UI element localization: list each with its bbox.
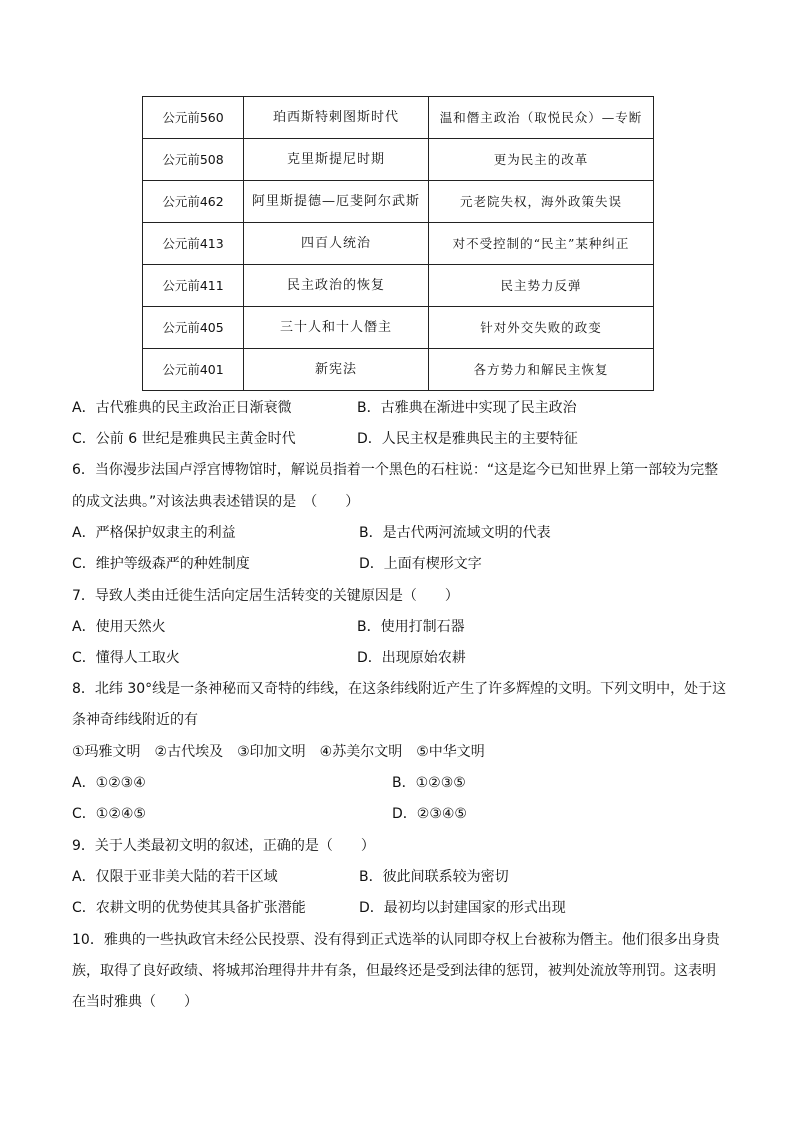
timeline-row bbox=[143, 97, 654, 139]
athens-timeline-table bbox=[142, 96, 654, 391]
q9-option-a: A．仅限于亚非美大陆的若干区域 bbox=[72, 869, 278, 885]
q7-option-d: D．出现原始农耕 bbox=[357, 650, 466, 666]
timeline-note-cell: 各方势力和解民主恢复 bbox=[429, 349, 654, 391]
q10-stem-line-2: 族，取得了良好政绩、将城邦治理得井井有条，但最终还是受到法律的惩罚，被判处流放等刑罚。这表明 bbox=[72, 963, 716, 979]
q6-option-b: B．是古代两河流域文明的代表 bbox=[359, 525, 551, 541]
timeline-year-cell: 公元前560 bbox=[143, 97, 244, 139]
timeline-note-cell: 民主势力反弹 bbox=[429, 265, 654, 307]
timeline-year-cell: 公元前401 bbox=[143, 349, 244, 391]
timeline-year-cell: 公元前405 bbox=[143, 307, 244, 349]
timeline-period-cell: 阿里斯提德—厄斐阿尔武斯 bbox=[244, 181, 429, 223]
q7-stem: 7．导致人类由迁徙生活向定居生活转变的关键原因是（ ） bbox=[72, 588, 459, 604]
timeline-row bbox=[143, 139, 654, 181]
q6-option-d: D．上面有楔形文字 bbox=[359, 556, 482, 572]
timeline-row bbox=[143, 307, 654, 349]
timeline-note-cell: 温和僭主政治（取悦民众）—专断 bbox=[429, 97, 654, 139]
q7-option-c: C．懂得人工取火 bbox=[72, 650, 180, 666]
timeline-period-cell: 珀西斯特剌图斯时代 bbox=[244, 97, 429, 139]
timeline-note-cell: 针对外交失败的政变 bbox=[429, 307, 654, 349]
q8-option-b: B．①②③⑤ bbox=[392, 775, 466, 791]
q8-option-a: A．①②③④ bbox=[72, 775, 146, 791]
timeline-note-cell: 元老院失权，海外政策失误 bbox=[429, 181, 654, 223]
q10-stem-line-3: 在当时雅典（ ） bbox=[72, 994, 198, 1010]
q6-stem-line-2: 的成文法典。”对该法典表述错误的是 （ ） bbox=[72, 494, 360, 510]
timeline-period-cell: 四百人统治 bbox=[244, 223, 429, 265]
q5-option-a: A．古代雅典的民主政治正日渐衰微 bbox=[72, 400, 292, 416]
q10-stem-line-1: 10．雅典的一些执政官未经公民投票、没有得到正式选举的认同即夺权上台被称为僭主。他们很多出身贵 bbox=[72, 932, 720, 948]
q9-option-b: B．彼此间联系较为密切 bbox=[359, 869, 509, 885]
q9-option-d: D．最初均以封建国家的形式出现 bbox=[359, 900, 566, 916]
timeline-year-cell: 公元前411 bbox=[143, 265, 244, 307]
timeline-period-cell: 新宪法 bbox=[244, 349, 429, 391]
q6-stem-line-1: 6．当你漫步法国卢浮宫博物馆时，解说员指着一个黑色的石柱说：“这是迄今已知世界上第一部较为完整 bbox=[72, 462, 719, 478]
q8-option-d: D．②③④⑤ bbox=[392, 806, 467, 822]
q7-option-b: B．使用打制石器 bbox=[357, 619, 465, 635]
timeline-row bbox=[143, 181, 654, 223]
q7-option-a: A．使用天然火 bbox=[72, 619, 166, 635]
q6-option-c: C．维护等级森严的种姓制度 bbox=[72, 556, 250, 572]
q8-items: ①玛雅文明 ②古代埃及 ③印加文明 ④苏美尔文明 ⑤中华文明 bbox=[72, 744, 485, 760]
timeline-year-cell: 公元前413 bbox=[143, 223, 244, 265]
q6-option-a: A．严格保护奴隶主的利益 bbox=[72, 525, 236, 541]
timeline-period-cell: 民主政治的恢复 bbox=[244, 265, 429, 307]
q5-option-b: B．古雅典在渐进中实现了民主政治 bbox=[357, 400, 577, 416]
q8-option-c: C．①②④⑤ bbox=[72, 806, 146, 822]
timeline-period-cell: 克里斯提尼时期 bbox=[244, 139, 429, 181]
timeline-row bbox=[143, 265, 654, 307]
timeline-note-cell: 更为民主的改革 bbox=[429, 139, 654, 181]
timeline-year-cell: 公元前508 bbox=[143, 139, 244, 181]
timeline-note-cell: 对不受控制的“民主”某种纠正 bbox=[429, 223, 654, 265]
q5-option-c: C．公前 6 世纪是雅典民主黄金时代 bbox=[72, 431, 296, 447]
q9-stem: 9．关于人类最初文明的叙述，正确的是（ ） bbox=[72, 838, 375, 854]
timeline-row bbox=[143, 223, 654, 265]
timeline-row bbox=[143, 349, 654, 391]
q9-option-c: C．农耕文明的优势使其具备扩张潜能 bbox=[72, 900, 306, 916]
q5-option-d: D．人民主权是雅典民主的主要特征 bbox=[357, 431, 578, 447]
q8-stem-line-1: 8．北纬 30°线是一条神秘而又奇特的纬线，在这条纬线附近产生了许多辉煌的文明。下列文明中，处于这 bbox=[72, 681, 727, 697]
q8-stem-line-2: 条神奇纬线附近的有 bbox=[72, 712, 198, 728]
timeline-period-cell: 三十人和十人僭主 bbox=[244, 307, 429, 349]
timeline-year-cell: 公元前462 bbox=[143, 181, 244, 223]
